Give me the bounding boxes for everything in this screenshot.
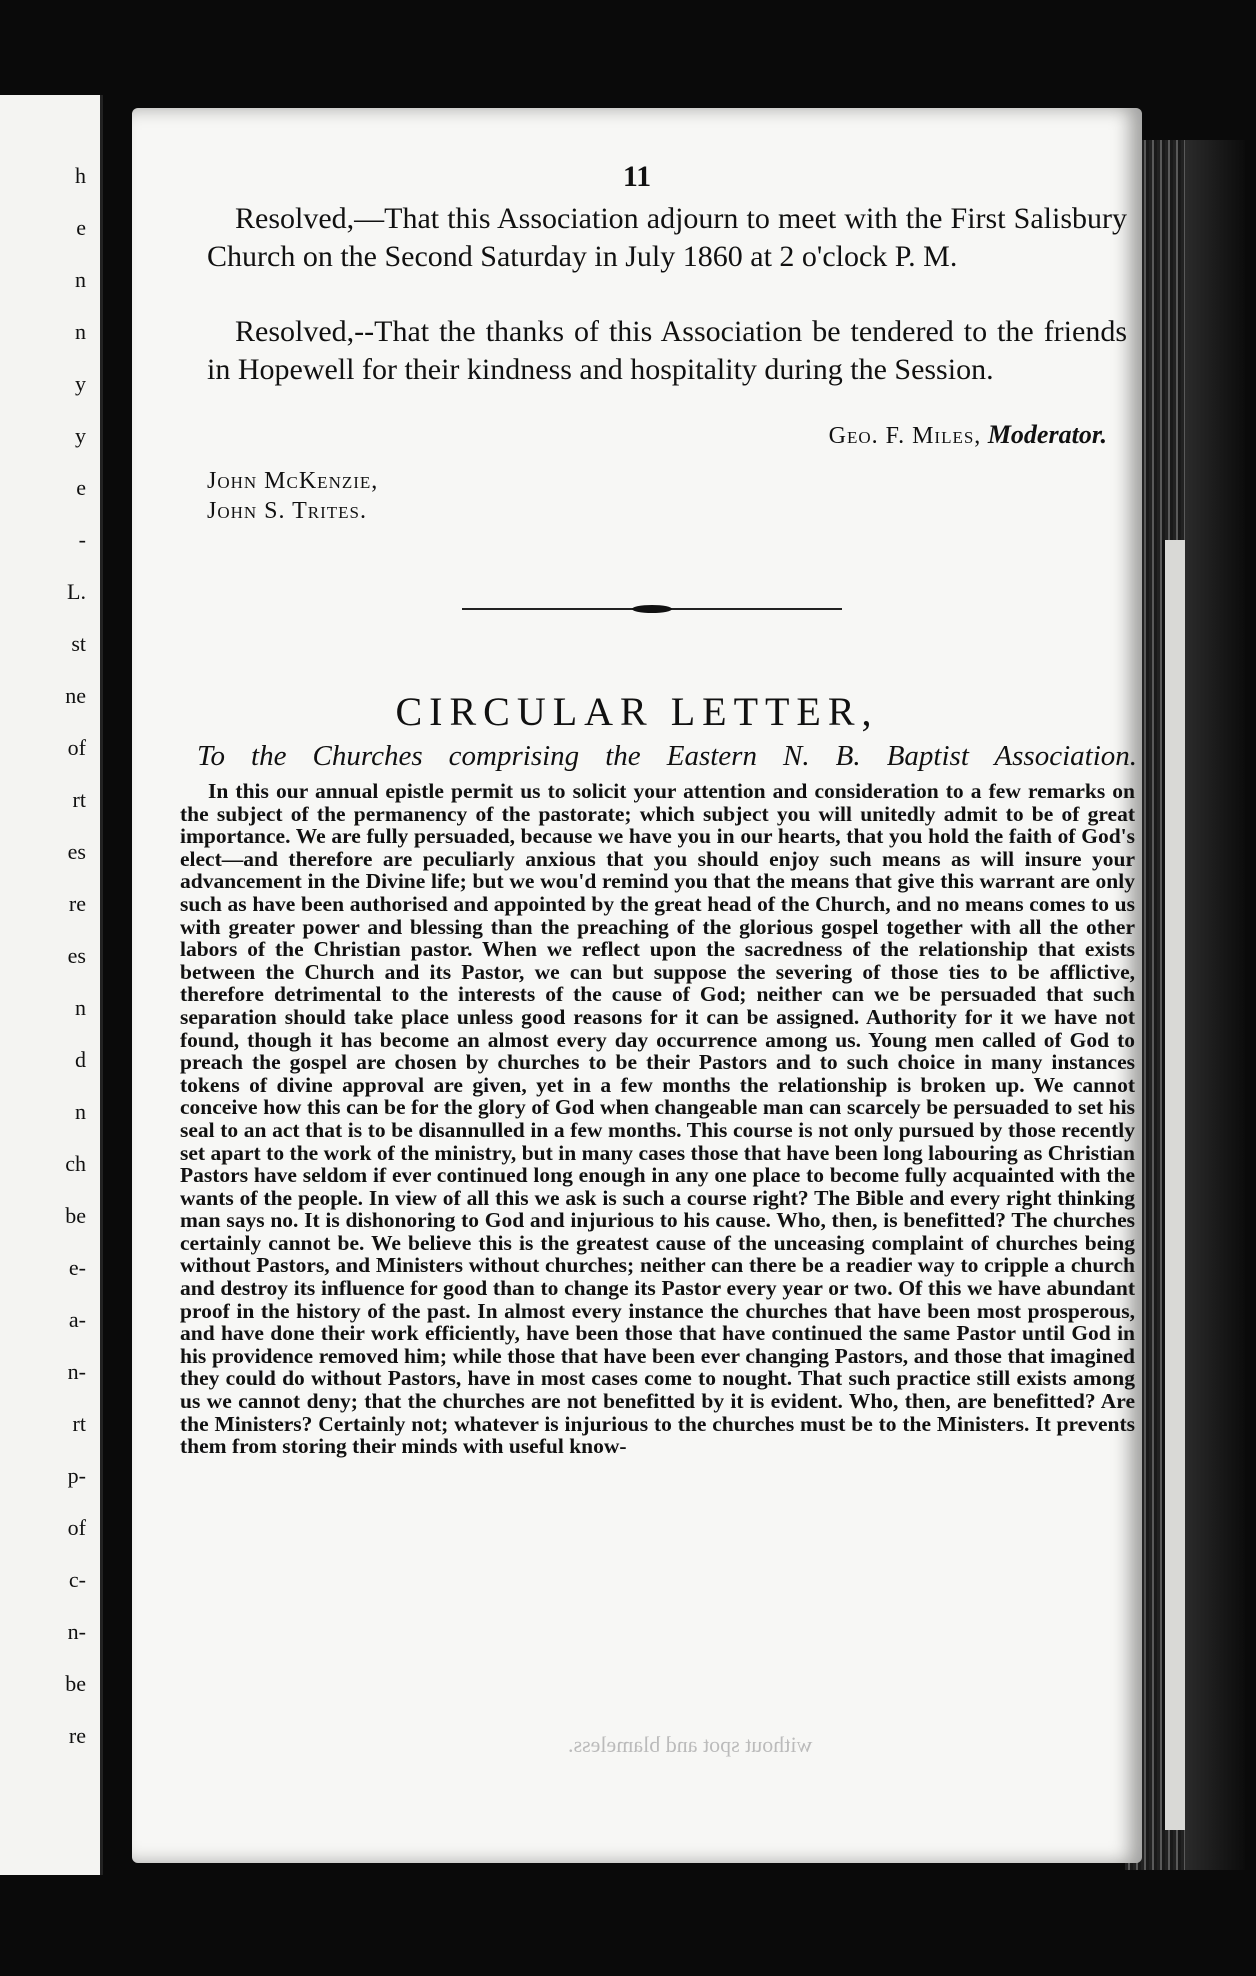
left-page-fragment: h bbox=[75, 163, 86, 188]
left-page-fragment: st bbox=[71, 631, 86, 656]
left-page-fragment: of bbox=[67, 735, 86, 760]
moderator-signature bbox=[829, 420, 1107, 450]
left-page-fragment: ne bbox=[65, 683, 86, 708]
left-page-fragment: e- bbox=[68, 1255, 86, 1280]
book-spine bbox=[1185, 140, 1245, 1870]
left-page-fragment: e bbox=[76, 475, 86, 500]
resolution-thanks: Resolved,--That the thanks of this Association be tendered to the friends in Hopewell for their kindness and hospitality during the Session. bbox=[207, 315, 1127, 386]
left-page-fragment: e bbox=[76, 215, 86, 240]
moderator-role: Moderator. bbox=[987, 420, 1107, 449]
bleed-through-text: without spot and blameless. bbox=[567, 1732, 812, 1757]
resolution-adjourn: Resolved,—That this Association adjourn to meet with the First Salisbury Church on the Second Saturday in July 1860 at 2 o'clock P. M. bbox=[207, 202, 1127, 273]
left-page-edge bbox=[0, 95, 103, 1875]
left-page-fragment: y bbox=[75, 423, 86, 448]
left-page-fragment: L. bbox=[67, 579, 86, 604]
circular-letter-title: CIRCULAR LETTER, bbox=[395, 689, 879, 734]
left-page-fragment: es bbox=[67, 839, 86, 864]
left-page-fragment: n bbox=[75, 1099, 86, 1124]
left-page-fragment: be bbox=[65, 1671, 86, 1696]
left-page-fragment: n bbox=[75, 267, 86, 292]
signer-trites: John S. Trites. bbox=[207, 498, 367, 524]
book-page bbox=[132, 108, 1142, 1863]
circular-letter-body: In this our annual epistle permit us to solicit your attention and consideration to a few remarks on the subject of the permanency of the pastorate; which subject you will unitedly admit to be of great importance. We are fully persuaded, because we have you in our hearts, that you hold the faith of God's elect—and therefore are peculiarly anxious that you should enjoy such means as will insure your advancement in the Divine life; but we wou'd remind you that the means that give this warrant are only such as have been authorised and appointed by the great head of the Church, and no means comes to us with greater power and blessing than the preaching of the glorious gospel together with all the other labors of the Christian pastor. When we reflect upon the sacredness of the relationship that exists between the Church and its Pastor, we can but suppose the severing of those ties to be afflictive, therefore detrimental to the interests of the cause of God; neither can we be persuaded that such separation should take place unless good reasons for it can be assigned. Authority for it we have not found, though it has become an almost every day occurrence among us. Young men called of God to preach the gospel are chosen by churches to be their Pastors and to such choice in many instances tokens of divine approval are given, yet in a few months the relationship is broken up. We cannot conceive how this can be for the glory of God when changeable man can scarcely be persuaded to set his seal to an act that is to be disannulled in a few months. This course is not only pursued by those recently set apart to the work of the ministry, but in many cases those that have been long labouring as Christian Pastors have seldom if ever continued long enough in any one place to become fully acquainted with the wants of the people. In view of all this we ask is such a course right? The Bible and every right thinking man says no. It is dishonoring to God and injurious to his cause. Who, then, is benefitted? The churches certainly cannot be. We believe this is the greatest cause of the unceasing complaint of churches being without Pastors, and Ministers without churches; neither can there be a readier way to cripple a church and destroy its influence for good than to change its Pastor every year or two. Of this we have abundant proof in the history of the past. In almost every instance the churches that have been most prosperous, and have done their work efficiently, have been those that have continued the same Pastor until God in his providence removed him; while those that have been ever changing Pastors, and those that imagined they could do without Pastors, have in most cases come to nought. That such practice still exists among us we cannot deny; that the churches are not benefitted by it is evident. Who, then, are benefitted? Are the Ministers? Certainly not; whatever is injurious to the churches must be to the Ministers. It prevents them from storing their minds with useful know- bbox=[180, 779, 1135, 1459]
signer-mckenzie: John McKenzie, bbox=[207, 468, 379, 494]
left-page-fragment: p- bbox=[67, 1463, 86, 1488]
left-page-fragment: rt bbox=[72, 787, 86, 812]
left-page-fragment: - bbox=[78, 527, 86, 552]
left-page-fragment: d bbox=[75, 1047, 86, 1072]
left-page-fragment: rt bbox=[72, 1411, 86, 1436]
left-page-fragment: n- bbox=[67, 1359, 86, 1384]
left-page-fragment: of bbox=[67, 1515, 86, 1540]
left-page-fragment: y bbox=[75, 371, 86, 396]
left-page-fragment: es bbox=[67, 943, 86, 968]
left-page-fragment: a- bbox=[68, 1307, 86, 1332]
left-page-fragment: n bbox=[75, 995, 86, 1020]
left-page-fragment: c- bbox=[68, 1567, 86, 1592]
left-page-fragment: n bbox=[75, 319, 86, 344]
moderator-name: Geo. F. Miles, bbox=[828, 423, 982, 449]
left-page-fragment: re bbox=[68, 891, 86, 916]
page-number: 11 bbox=[622, 160, 652, 193]
left-page-fragment: re bbox=[68, 1723, 86, 1748]
section-divider bbox=[462, 608, 842, 610]
circular-letter-subtitle: To the Churches comprising the Eastern N. B. Baptist Association. bbox=[197, 740, 1137, 772]
left-page-fragment: n- bbox=[67, 1619, 86, 1644]
left-page-fragment: be bbox=[65, 1203, 86, 1228]
left-page-fragment: ch bbox=[65, 1151, 86, 1176]
